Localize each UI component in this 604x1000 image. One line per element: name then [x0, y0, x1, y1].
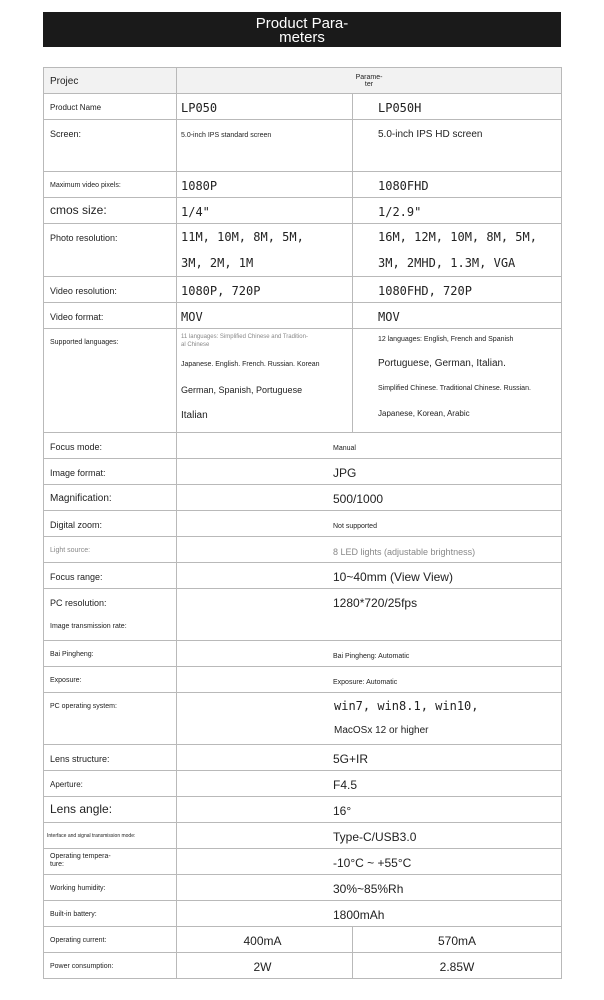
- header-parameter: [177, 68, 562, 94]
- value-lp050-video-res: 1080P, 720P: [181, 284, 261, 298]
- row-aperture: [44, 771, 562, 797]
- value-lp050-current: 400mA: [243, 934, 282, 948]
- label-lens-structure: Lens structure:: [50, 754, 110, 764]
- header-project-text: Projec: [50, 76, 79, 87]
- row-image-format: [44, 459, 562, 485]
- value-light-source: 8 LED lights (adjustable brightness): [333, 547, 476, 557]
- table-header-row: [44, 68, 562, 94]
- row-operating-current: [44, 927, 562, 953]
- value-lp050-langs-line-1: 11 languages: Simplified Chinese and Tradition-: [181, 334, 308, 340]
- row-lens-angle: [44, 797, 562, 823]
- value-lp050h-current: 570mA: [437, 934, 477, 948]
- row-product-name: [44, 94, 562, 120]
- row-lens-structure: [44, 745, 562, 771]
- value-lp050h-photo-line-2: 3M, 2MHD, 1.3M, VGA: [378, 256, 516, 270]
- value-lp050h-langs-line-2: Portuguese, German, Italian.: [378, 358, 506, 369]
- label-light-source: Light source:: [50, 547, 91, 554]
- title-banner: [43, 12, 561, 47]
- row-pc-os: [44, 693, 562, 745]
- row-light-source: [44, 537, 562, 563]
- value-pc-resolution: 1280*720/25fps: [333, 596, 418, 610]
- value-lp050h-langs-line-3: Simplified Chinese. Traditional Chinese. Russian.: [378, 385, 531, 392]
- row-working-humidity: [44, 875, 562, 901]
- row-focus-range: [44, 563, 562, 589]
- row-power-consumption: [44, 953, 562, 979]
- label-image-format: Image format:: [50, 468, 106, 478]
- label-op-temp-line-2: ture:: [50, 861, 65, 868]
- value-lens-structure: 5G+IR: [333, 752, 369, 766]
- row-interface: [44, 823, 562, 849]
- value-built-in-battery: 1800mAh: [333, 908, 385, 922]
- value-lp050h-cmos: 1/2.9": [378, 205, 422, 219]
- label-built-in-battery: Built-in battery:: [50, 911, 97, 918]
- row-supported-languages: [44, 329, 562, 433]
- row-cmos-size: [44, 198, 562, 224]
- value-magnification: 500/1000: [333, 492, 384, 506]
- value-lp050-langs-line-2: al Chinese: [181, 342, 210, 348]
- label-pc-resolution: PC resolution:: [50, 598, 107, 608]
- value-lp050-photo-line-1: 11M, 10M, 8M, 5M,: [181, 230, 304, 244]
- label-max-video-pixels: Maximum video pixels:: [50, 182, 121, 189]
- row-built-in-battery: [44, 901, 562, 927]
- label-image-transmission-rate: Image transmission rate:: [50, 623, 127, 630]
- label-photo-resolution: Photo resolution:: [50, 233, 118, 243]
- value-exposure: Exposure: Automatic: [333, 679, 398, 686]
- row-white-balance: [44, 641, 562, 667]
- label-screen: Screen:: [50, 129, 82, 139]
- value-lp050h-photo-line-1: 16M, 12M, 10M, 8M, 5M,: [378, 230, 537, 244]
- label-video-format: Video format:: [50, 312, 104, 322]
- value-lp050h-video-format: MOV: [378, 310, 400, 324]
- row-max-video-pixels: [44, 172, 562, 198]
- value-lp050h-video-res: 1080FHD, 720P: [378, 284, 472, 298]
- value-lp050-cmos: 1/4": [181, 205, 210, 219]
- value-aperture: F4.5: [333, 778, 358, 792]
- value-lp050-video-format: MOV: [181, 310, 203, 324]
- value-lens-angle: 16°: [333, 804, 352, 818]
- label-focus-range: Focus range:: [50, 572, 103, 582]
- label-pc-os: PC operating system:: [50, 703, 117, 710]
- row-pc-resolution: [44, 589, 562, 641]
- parameters-table: [43, 67, 562, 979]
- value-lp050h-power: 2.85W: [439, 960, 475, 974]
- value-pc-os-line-1: win7, win8.1, win10,: [334, 699, 479, 713]
- value-lp050-photo-line-2: 3M, 2M, 1M: [181, 256, 254, 270]
- label-product-name: Product Name: [50, 103, 102, 112]
- label-magnification: Magnification:: [50, 493, 112, 504]
- value-lp050h-screen: 5.0-inch IPS HD screen: [378, 129, 483, 140]
- value-lp050-max-pixels: 1080P: [181, 179, 218, 193]
- value-white-balance: Bai Pingheng: Automatic: [333, 653, 410, 660]
- row-photo-resolution: [44, 224, 562, 277]
- label-digital-zoom: Digital zoom:: [50, 520, 103, 530]
- row-video-format: [44, 303, 562, 329]
- title-line-2: meters: [279, 29, 325, 46]
- value-lp050-langs-line-4: German, Spanish, Portuguese: [181, 385, 303, 395]
- title-line-1: Product Para-: [255, 15, 349, 32]
- value-focus-mode: Manual: [333, 445, 356, 452]
- value-working-humidity: 30%~85%Rh: [333, 882, 404, 896]
- value-lp050-power: 2W: [253, 960, 272, 974]
- label-working-humidity: Working humidity:: [50, 885, 106, 892]
- value-lp050-screen: 5.0-inch IPS standard screen: [181, 132, 272, 139]
- value-lp050h-langs-line-4: Japanese, Korean, Arabic: [378, 409, 470, 418]
- header-project: [44, 68, 177, 94]
- value-focus-range: 10~40mm (View View): [333, 570, 453, 584]
- value-lp050h-name: LP050H: [378, 101, 422, 115]
- label-cmos-size: cmos size:: [50, 203, 107, 217]
- row-focus-mode: [44, 433, 562, 459]
- row-video-resolution: [44, 277, 562, 303]
- label-video-resolution: Video resolution:: [50, 286, 117, 296]
- value-lp050-name: LP050: [181, 101, 218, 115]
- value-operating-temperature: -10°C ~ +55°C: [333, 856, 412, 870]
- label-exposure: Exposure:: [50, 677, 82, 684]
- label-power-consumption: Power consumption:: [50, 963, 114, 970]
- row-exposure: [44, 667, 562, 693]
- row-magnification: [44, 485, 562, 511]
- label-op-temp-line-1: Operating tempera-: [50, 853, 111, 860]
- value-digital-zoom: Not supported: [333, 523, 377, 530]
- label-interface: Interface and signal transmission mode:: [47, 833, 136, 839]
- label-lens-angle: Lens angle:: [50, 802, 113, 816]
- label-supported-languages: Supported languages:: [50, 339, 119, 346]
- row-operating-temperature: [44, 849, 562, 875]
- row-screen: [44, 120, 562, 172]
- label-white-balance: Bai Pingheng:: [50, 651, 94, 658]
- header-param-line-1: Parame-: [355, 74, 383, 81]
- label-aperture: Aperture:: [50, 780, 83, 789]
- value-lp050h-max-pixels: 1080FHD: [378, 179, 429, 193]
- label-focus-mode: Focus mode:: [50, 442, 103, 452]
- value-pc-os-line-2: MacOSx 12 or higher: [334, 725, 429, 736]
- value-image-format: JPG: [333, 466, 357, 480]
- header-param-line-2: ter: [364, 81, 374, 88]
- value-lp050-langs-line-5: Italian: [181, 410, 208, 421]
- label-operating-current: Operating current:: [50, 937, 107, 944]
- row-digital-zoom: [44, 511, 562, 537]
- value-lp050-langs-line-3: Japanese. English. French. Russian. Korean: [181, 361, 320, 368]
- value-interface: Type-C/USB3.0: [333, 830, 417, 844]
- value-lp050h-langs-line-1: 12 languages: English, French and Spanish: [378, 336, 514, 343]
